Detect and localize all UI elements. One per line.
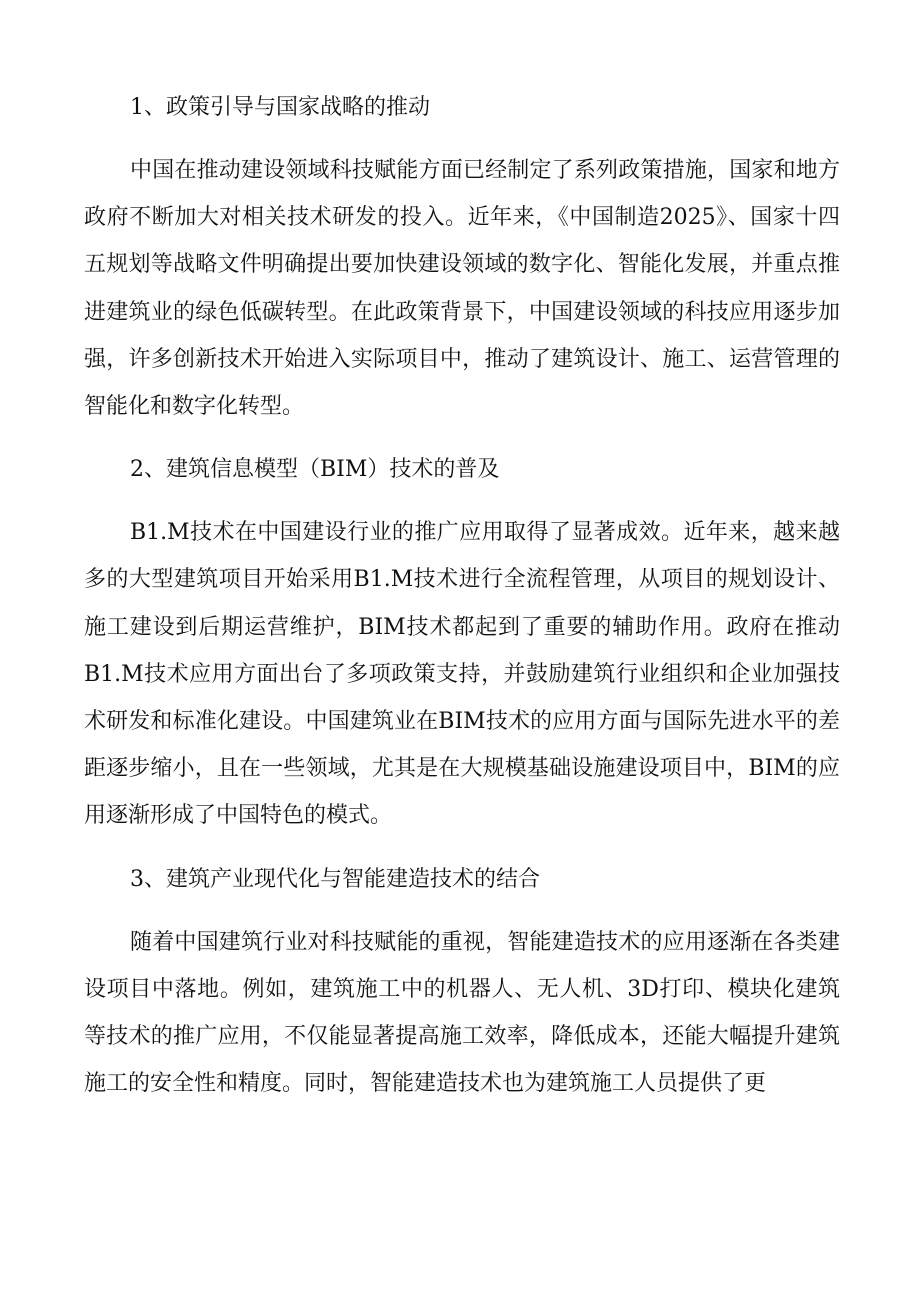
section-1-paragraph: 中国在推动建设领域科技赋能方面已经制定了系列政策措施，国家和地方政府不断加大对相关技术研发的投入。近年来，《中国制造2025》、国家十四五规划等战略文件明确提出要加快建设领域的数字化、智能化发展，并重点推进建筑业的绿色低碳转型。在此政策背景下，中国建设领域的科技应用逐步加强，许多创新技术开始进入实际项目中，推动了建筑设计、施工、运营管理的智能化和数字化转型。 bbox=[84, 158, 840, 420]
section-1-heading: 1、政策引导与国家战略的推动 bbox=[130, 95, 430, 120]
section-3-paragraph: 随着中国建筑行业对科技赋能的重视，智能建造技术的应用逐渐在各类建设项目中落地。例如，建筑施工中的机器人、无人机、3D打印、模块化建筑等技术的推广应用，不仅能显著提高施工效率，降低成本，还能大幅提升建筑施工的安全性和精度。同时，智能建造技术也为建筑施工人员提供了更 bbox=[84, 929, 840, 1097]
section-2-paragraph: B1.M技术在中国建设行业的推广应用取得了显著成效。近年来，越来越多的大型建筑项目开始采用B1.M技术进行全流程管理，从项目的规划设计、施工建设到后期运营维护，BIM技术都起到了重要的辅助作用。政府在推动B1.M技术应用方面出台了多项政策支持，并鼓励建筑行业组织和企业加强技术研发和标准化建设。中国建筑业在BIM技术的应用方面与国际先进水平的差距逐步缩小，且在一些领域，尤其是在大规模基础设施建设项目中，BIM的应用逐渐形成了中国特色的模式。 bbox=[84, 520, 840, 829]
section-2-heading: 2、建筑信息模型（BIM）技术的普及 bbox=[130, 457, 500, 483]
section-3-heading: 3、建筑产业现代化与智能建造技术的结合 bbox=[130, 866, 540, 892]
